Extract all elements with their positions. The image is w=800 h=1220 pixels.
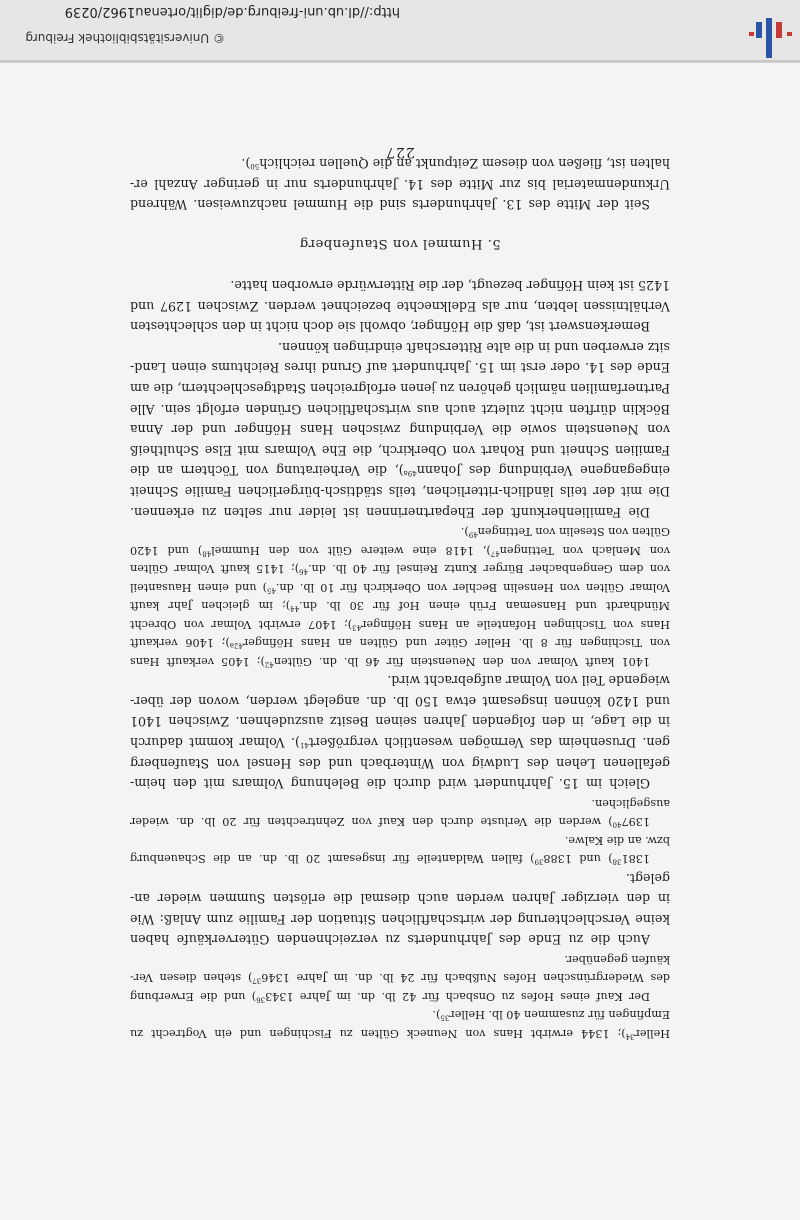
text-line: gefallenen Lehen des Ludwig von Winterbach und des Hensel von Staufenberg xyxy=(130,755,670,771)
text-line: in die Lage, in den folgenden Jahren seinen Besitz auszudehnen. Zwischen 1401 xyxy=(130,714,670,730)
text-line: Seit der Mitte des 13. Jahrhunderts sind die Hummel nachzuweisen. Während xyxy=(130,197,650,213)
text-line: eingegangene Verbindung des Johann$^{49a}$), die Verheiratung von Töchtern an die xyxy=(130,463,670,479)
text-line: 1381$^{38}$) und 1388$^{39}$) fallen Waldanteile für insgesamt 20 lb. dn. an die Schauenburg xyxy=(130,852,650,866)
copyright-notice: © Universitätsbibliothek Freiburg xyxy=(25,31,225,45)
text-line: Verhältnissen lebten, nur als Edelknechte bezeichnet werden. Zwischen 1297 und xyxy=(130,298,670,314)
text-line: Gleich im 15. Jahrhundert wird durch die Belehnung Volmars mit den heim- xyxy=(130,776,650,792)
text-line: keine Verschlechterung der wirtschaftlichen Situation der Familie zum Anlaß: Wie xyxy=(130,911,670,927)
text-line: Böcklin dürften nicht zuletzt auch aus wirtschaftlichen Gründen erfolgt sein. Alle xyxy=(130,401,670,417)
source-url-link[interactable]: http://dl.ub.uni-freiburg.de/diglit/ortenau1962/0239 xyxy=(64,4,400,19)
text-line: sitz erwerben und in die alte Ritterschaft eindringen können. xyxy=(278,339,670,355)
text-line: Die Familienherkunft der Ehepartnerinnen ist leider nur selten zu erkennen. xyxy=(130,504,650,520)
text-line: gelegt. xyxy=(625,870,670,886)
text-line: 1425 ist kein Höfinger bezeugt, der die Ritterwürde erworben hatte. xyxy=(230,278,670,294)
text-line: Volmar Gülten von Henselin Bechler von Oberkirch für 10 lb. dn.$^{45}$) und einen Hausanteil xyxy=(130,580,670,595)
text-line: halten ist, fließen von diesem Zeitpunkt an die Quellen reichlich$^{50}$). xyxy=(241,156,670,172)
text-line: 1397$^{40}$) werden die Verluste durch den Kauf von Zehntrechten für 20 lb. dn. wieder xyxy=(130,815,650,829)
text-line: Hans von Tischingen Hofanteile an Hans Höfinger$^{43}$); 1407 erwirbt Volmar von Obrecht xyxy=(130,617,670,632)
text-line: Familien Schneit und Rohart von Oberkirch, die Ehe Volmars mit Else Schultheiß xyxy=(130,442,670,458)
text-line: Partnerfamilien nämlich gehören zu jenen erfolgreichen Stadtgeschlechtern, die am xyxy=(130,381,670,396)
page-number: 227 xyxy=(385,144,415,160)
text-line: Der Kauf eines Hofes zu Onsbach für 42 lb. dn. im Jahre 1343$^{36}$) und die Erwerbung xyxy=(130,990,650,1004)
text-line: gen. Drusenheim das Vermögen wesentlich vergrößert$^{41}$). Volmar kommt dadurch xyxy=(130,734,670,750)
text-line: bzw. an die Kalwe. xyxy=(564,833,670,847)
text-column xyxy=(130,153,670,1042)
text-line: von Tischingen für 8 lb. Heller Güter und Gülten an Hans Höfinger$^{42a}$); 1406 verkauft xyxy=(130,636,670,650)
text-line: 1401 kauft Volmar von den Neuenstein für 46 lb. dn. Gülten$^{42}$); 1405 verkauft Hans xyxy=(130,654,650,669)
text-line: in den vierziger Jahren werden auch diesmal die erlösten Summen wieder an- xyxy=(130,891,670,907)
text-line: ausgeglichen. xyxy=(591,796,670,810)
text-line: Auch die zu Ende des Jahrhunderts zu verzeichnenden Güterverkäufe haben xyxy=(130,932,650,948)
text-line: Mündhardt und Hanseman Früh einen Hof für 30 lb. dn.$^{44}$); im gleichen Jahr kauft xyxy=(130,599,670,613)
text-line: Die mit der teils ländlich-ritterlichen, teils städtisch-bürgerlichen Familie Schneit xyxy=(130,483,670,499)
footer-bar xyxy=(0,0,800,63)
text-line: des Wiedergrünschen Hofes Nußbach für 24 lb. dn. im Jahre 1346$^{37}$) stehen diesen Ver- xyxy=(130,971,670,986)
text-line: käufen gegenüber. xyxy=(564,953,670,966)
text-line: Urkundenmaterial bis zur Mitte des 14. Jahrhunderts nur in geringer Anzahl er- xyxy=(130,176,670,192)
text-line: Bemerkenswert ist, daß die Höfinger, obwohl sie doch nicht in den schlechtesten xyxy=(130,319,650,335)
text-line: wiegende Teil von Volmar aufgebracht wird. xyxy=(387,673,670,689)
section-heading: 5. Hummel von Staufenberg xyxy=(299,236,501,252)
footer-divider xyxy=(0,60,800,62)
text-line: und 1420 können insgesamt etwa 150 lb. dn. angelegt werden, wovon der über- xyxy=(130,693,670,709)
university-logo-icon xyxy=(748,14,792,58)
text-line: Gülten von Steselin von Tettingen$^{49}$). xyxy=(460,525,670,539)
text-line: Empfingen für zusammen 40 lb. Heller$^{35}$). xyxy=(432,1008,670,1023)
text-line: Heller$^{34}$); 1344 erwirbt Hans von Neuneck Gülten zu Fischingen und ein Vogtrecht zu xyxy=(130,1027,670,1041)
text-line: Ende des 14. oder erst im 15. Jahrhundert auf Grund ihres Reichtums einen Land- xyxy=(130,360,670,376)
text-line: von dem Gengenbacher Bürger Kuntz Reinsel für 40 lb. dn.$^{46}$); 1415 kauft Volmar Gülten xyxy=(130,562,670,576)
text-line: von Neuenstein sowie die Verbindung zwischen Hans Höfinger und der Anna xyxy=(130,422,670,438)
text-line: von Menlach von Tettingen$^{47}$), 1418 eine weitere Gült von den Hummel$^{48}$) und 1420 xyxy=(130,543,670,558)
page-body xyxy=(0,70,800,1220)
